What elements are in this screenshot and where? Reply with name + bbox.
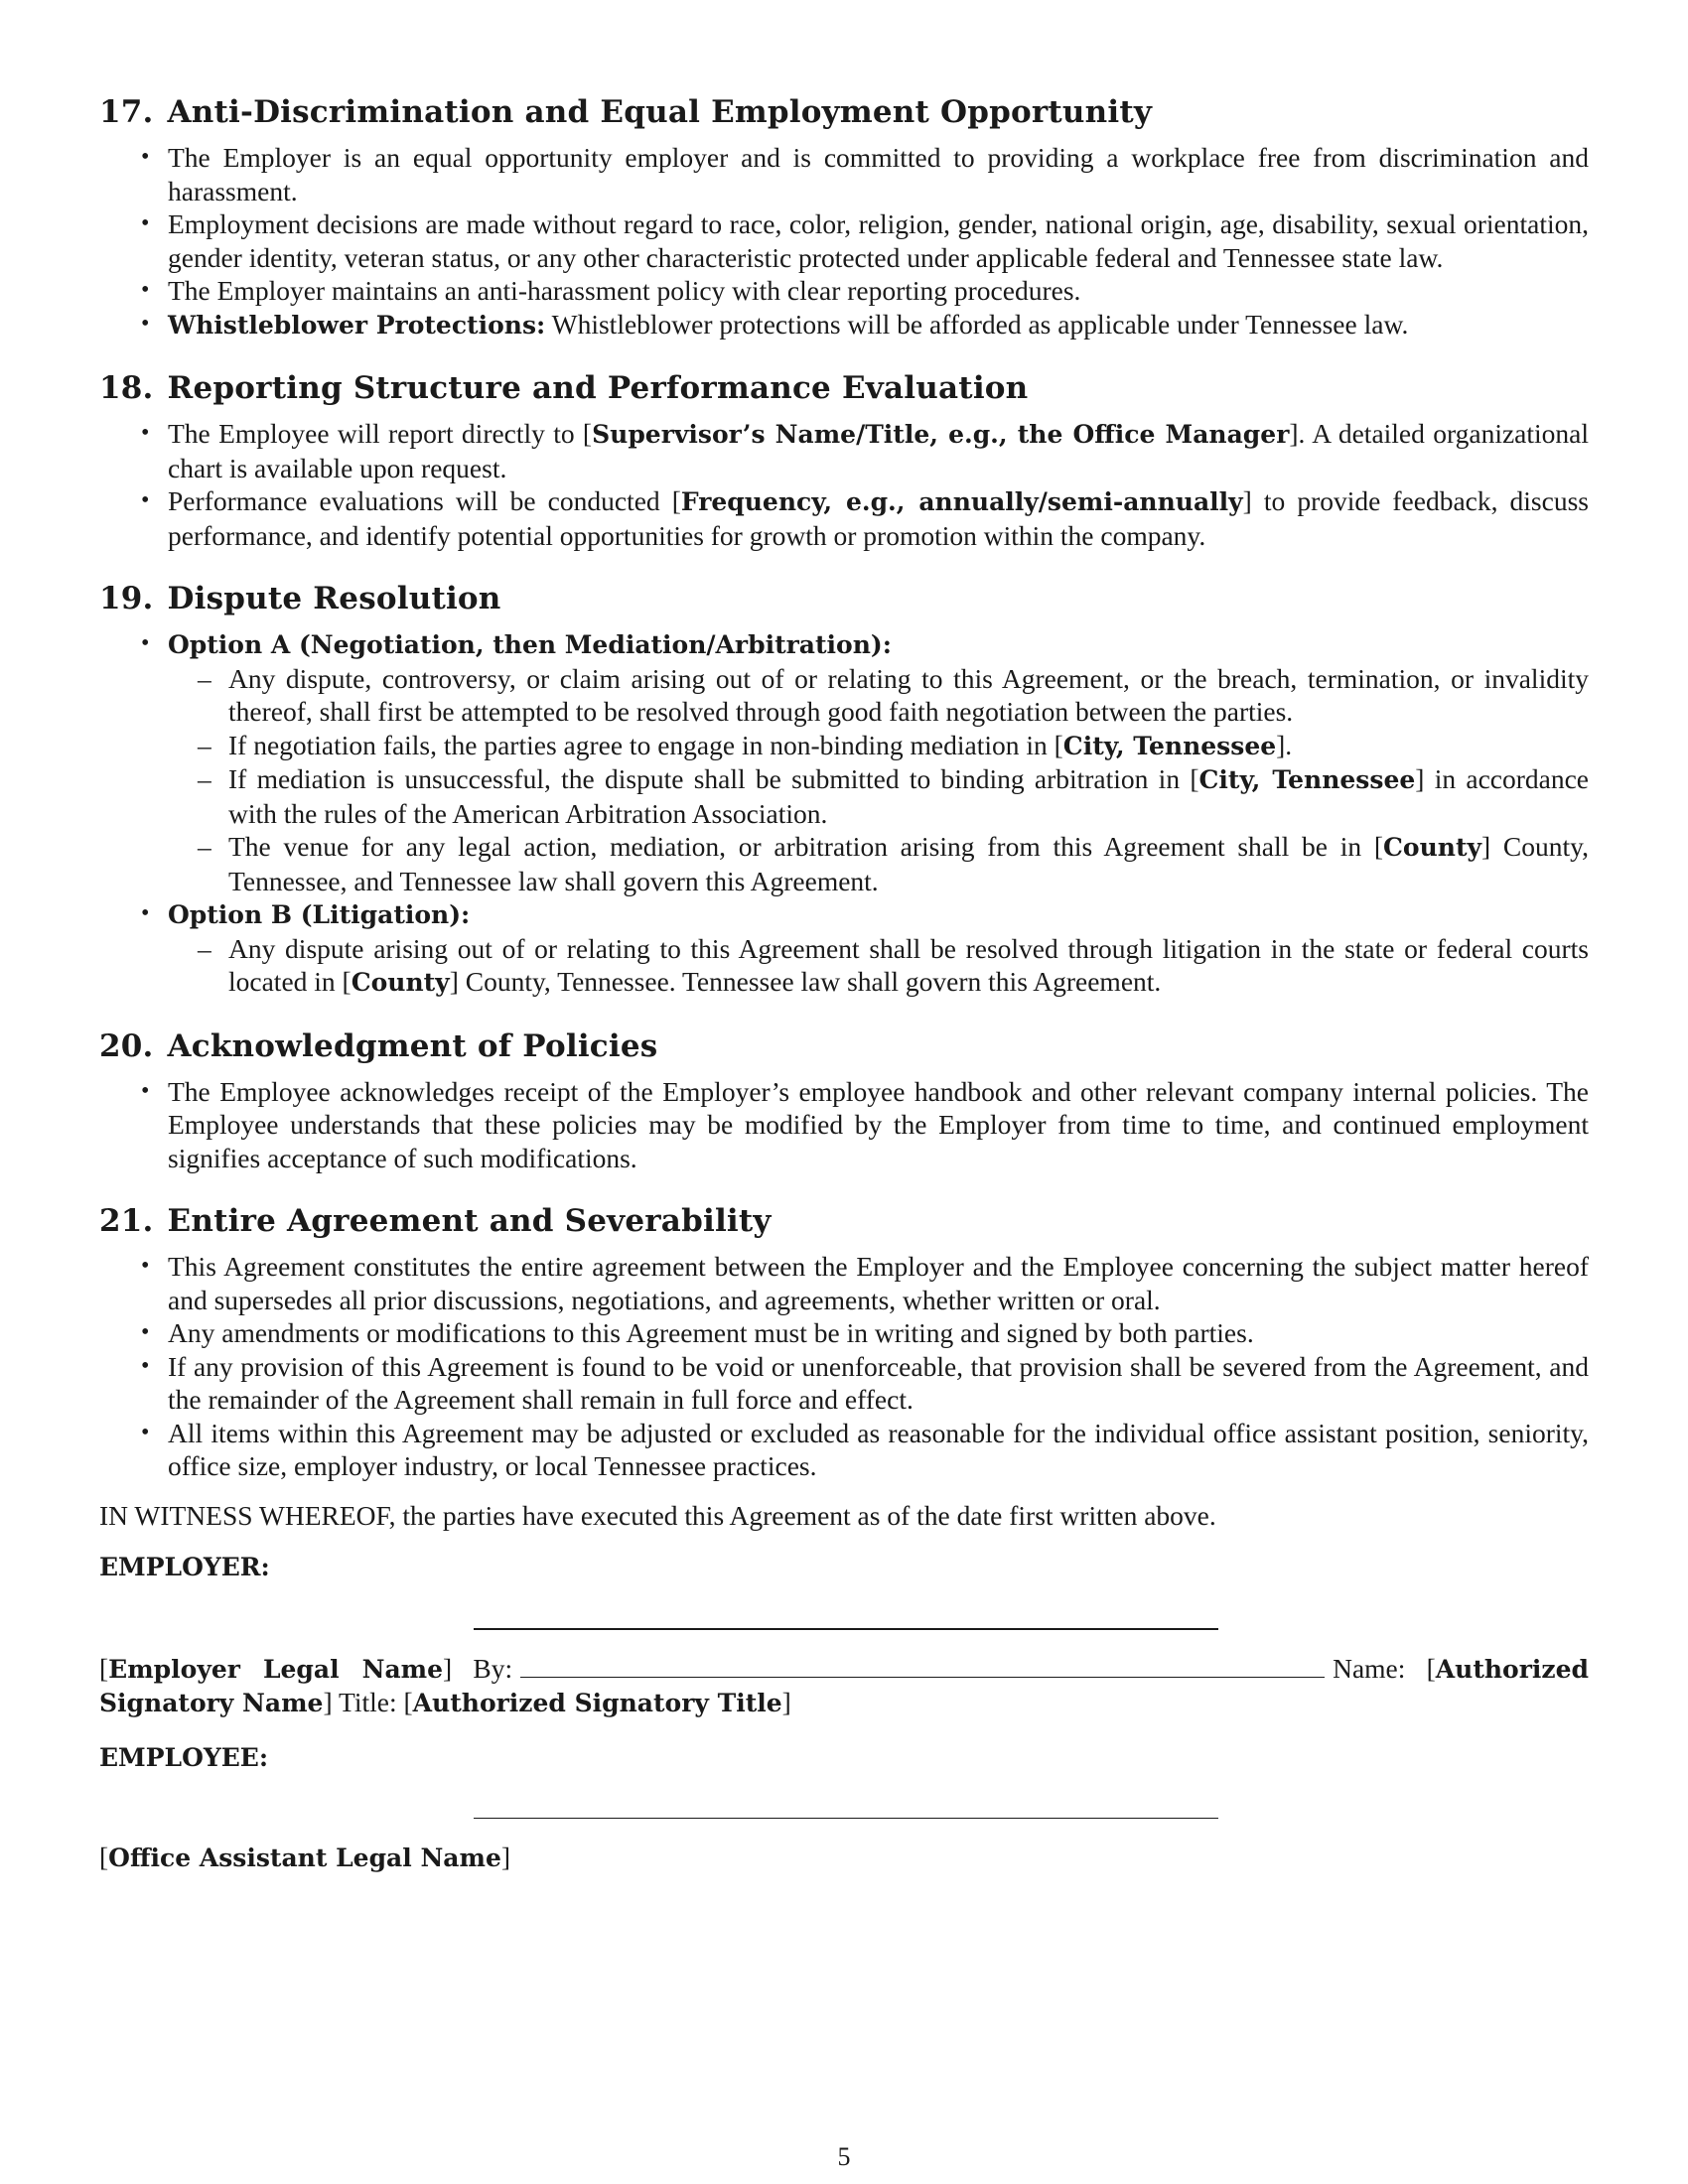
list-item: • The Employee acknowledges receipt of the Employer’s employee handbook and other relevant company internal policies. The Employee understands that these policies may be modified by the Employer from time to time, and continued employment signifies acceptance of such modifications. xyxy=(99,1075,1589,1175)
list-item: • If any provision of this Agreement is found to be void or unenforceable, that provision shall be severed from the Agreement, and the remainder of the Agreement shall remain in full force and effect. xyxy=(99,1350,1589,1417)
list-item: • Employment decisions are made without regard to race, color, religion, gender, national origin, age, disability, sexual orientation, gender identity, veteran status, or any other characteristic protected under applicable federal and Tennessee state law. xyxy=(99,207,1589,274)
sub-list-item: – If mediation is unsuccessful, the dispute shall be submitted to binding arbitration in [City, Tennessee] in accordance with the rules of the American Arbitration Association. xyxy=(168,762,1589,830)
employee-heading: EMPLOYEE: xyxy=(99,1742,269,1772)
list-item: • This Agreement constitutes the entire agreement between the Employer and the Employee concerning the subject matter hereof and supersedes all prior discussions, negotiations, and agreements, whether written or oral. xyxy=(99,1250,1589,1316)
section-17 xyxy=(99,91,1589,341)
bullet-list xyxy=(99,1250,1589,1483)
option-a-label: Option A (Negotiation, then Mediation/Arbitration): xyxy=(168,630,892,659)
bullet-list xyxy=(99,417,1589,552)
page-number: 5 xyxy=(837,2142,851,2171)
bullet-list xyxy=(99,141,1589,341)
sub-list xyxy=(168,662,1589,898)
employer-signature-line xyxy=(474,1628,1218,1630)
document-page xyxy=(99,91,1589,1875)
sub-list-item: – The venue for any legal action, mediation, or arbitration arising from this Agreement shall be in [County] County, Tennessee, and Tennessee law shall govern this Agreement. xyxy=(168,830,1589,897)
employer-heading: EMPLOYER: xyxy=(99,1553,270,1581)
list-item: • The Employer is an equal opportunity employer and is committed to providing a workplace free from discrimination and harassment. xyxy=(99,141,1589,207)
section-heading: 21. Entire Agreement and Severability xyxy=(99,1203,772,1239)
sub-list xyxy=(168,932,1589,1000)
sub-list-item: – Any dispute arising out of or relating to this Agreement shall be resolved through litigation in the state or federal courts located in [County] County, Tennessee. Tennessee law shall govern this Agreement. xyxy=(168,932,1589,1000)
section-20 xyxy=(99,1025,1589,1175)
bullet-list xyxy=(99,627,1589,1000)
section-18 xyxy=(99,367,1589,552)
option-b-label: Option B (Litigation): xyxy=(168,900,471,929)
signature-blank xyxy=(520,1655,1325,1678)
list-item: • The Employer maintains an anti-harassment policy with clear reporting procedures. xyxy=(99,274,1589,308)
list-item xyxy=(99,627,1589,897)
witness-statement: IN WITNESS WHEREOF, the parties have executed this Agreement as of the date first written above. xyxy=(99,1499,1216,1531)
section-heading: 18. Reporting Structure and Performance Evaluation xyxy=(99,370,1029,406)
list-item: • All items within this Agreement may be adjusted or excluded as reasonable for the individual office assistant position, seniority, office size, employer industry, or local Tennessee practices. xyxy=(99,1417,1589,1483)
employee-signature-line xyxy=(474,1818,1218,1819)
list-item: • The Employee will report directly to [Supervisor’s Name/Title, e.g., the Office Manager]. A detailed organizational chart is available upon request. xyxy=(99,417,1589,484)
section-21 xyxy=(99,1200,1589,1483)
list-item: • Performance evaluations will be conducted [Frequency, e.g., annually/semi-annually] to provide feedback, discuss performance, and identify potential opportunities for growth or promotion within the company. xyxy=(99,484,1589,552)
sub-list-item: – If negotiation fails, the parties agree to engage in non-binding mediation in [City, Tennessee]. xyxy=(168,729,1589,763)
list-item: • Any amendments or modifications to this Agreement must be in writing and signed by both parties. xyxy=(99,1316,1589,1350)
bullet-list xyxy=(99,1075,1589,1175)
list-item xyxy=(99,897,1589,1000)
list-item: • Whistleblower Protections: Whistleblower protections will be afforded as applicable under Tennessee law. xyxy=(99,308,1589,342)
section-heading: 17. Anti-Discrimination and Equal Employment Opportunity xyxy=(99,94,1153,130)
employee-name: [Office Assistant Legal Name] xyxy=(99,1842,511,1872)
section-19 xyxy=(99,578,1589,1000)
section-heading: 19. Dispute Resolution xyxy=(99,581,501,616)
section-heading: 20. Acknowledgment of Policies xyxy=(99,1027,658,1064)
sub-list-item: – Any dispute, controversy, or claim arising out of or relating to this Agreement, or the breach, termination, or invalidity thereof, shall first be attempted to be resolved through good faith negotiation between the parties. xyxy=(168,662,1589,729)
employer-signature-block: [Employer Legal Name] By: Name: [Authorized Signatory Name] Title: [Authorized Signatory Title] xyxy=(99,1652,1589,1717)
